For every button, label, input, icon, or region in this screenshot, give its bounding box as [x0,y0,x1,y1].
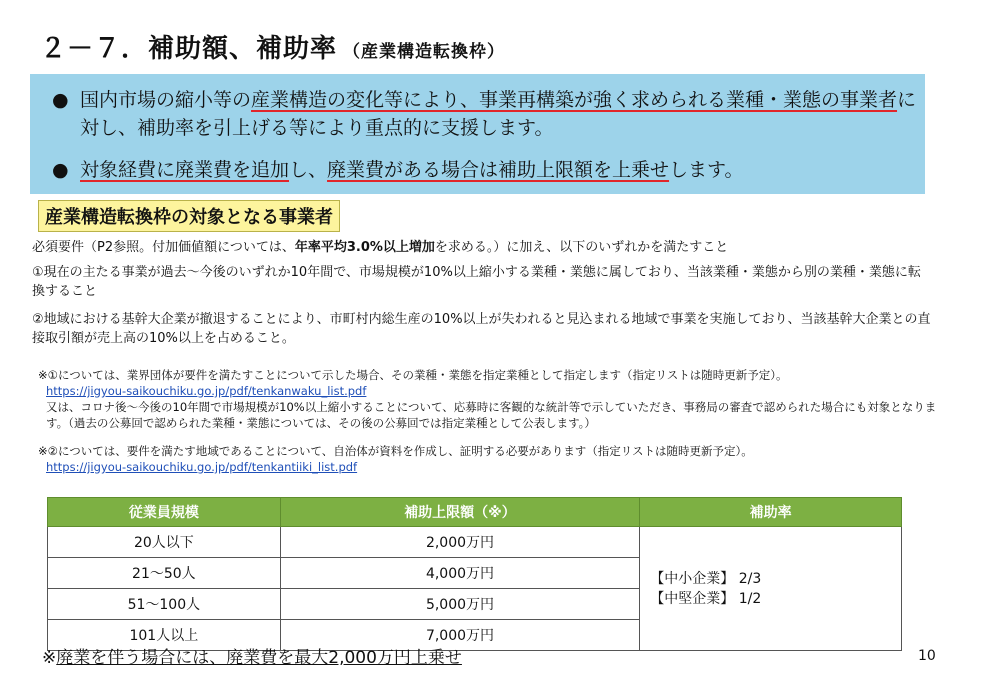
table-row [48,527,902,558]
cell-limit: 7,000万円 [280,620,640,651]
table-header-row [48,498,902,527]
cell-limit: 4,000万円 [280,558,640,589]
requirement-item-2: ②地域における基幹大企業が撤退することにより、市町村内総生産の10%以上が失われると見込まれる地域で事業を実施しており、当該基幹大企業との直接取引額が売上高の10%以上を占めること。 [32,312,931,346]
header-subsidy-rate: 補助率 [640,498,902,527]
cell-size: 20人以下 [48,527,281,558]
bold-requirement: 年率平均3.0%以上増加 [294,240,435,255]
underlined-text: 対象経費に廃業費を追加 [80,159,290,181]
title-main: ２－７．補助額、補助率 [40,34,338,64]
section-heading: 産業構造転換枠の対象となる事業者 [38,200,340,232]
note-2: ※②については、要件を満たす地域であることについて、自治体が資料を作成し、証明する必要があります（指定リストは随時更新予定）。 https://jigyou-saikouchiku.go.jp/pdf/tenkantiiki_list.pdf [38,443,943,475]
cell-size: 101人以上 [48,620,281,651]
title-sub: （産業構造転換枠） [343,42,506,62]
page-number: 10 [918,648,936,664]
cell-size: 51～100人 [48,589,281,620]
cell-size: 21～50人 [48,558,281,589]
cell-rate: 【中小企業】 2/3 【中堅企業】 1/2 [640,527,902,651]
header-subsidy-limit: 補助上限額（※） [280,498,640,527]
designated-region-link[interactable]: https://jigyou-saikouchiku.go.jp/pdf/tenkantiiki_list.pdf [46,460,358,474]
cell-limit: 5,000万円 [280,589,640,620]
cell-limit: 2,000万円 [280,527,640,558]
requirements-intro: 必須要件（P2参照。付加価値額については、年率平均3.0%以上増加を求める。）に加え、以下のいずれかを満たすこと [32,240,729,255]
designated-industry-link[interactable]: https://jigyou-saikouchiku.go.jp/pdf/tenkanwaku_list.pdf [46,384,367,398]
bullet-dot-icon: ● [52,89,69,111]
underlined-text: 廃業費がある場合は補助上限額を上乗せ [327,159,670,181]
underlined-text: 産業構造の変化等により、事業再構築が強く求められる業種・業態の事業者 [251,89,898,111]
footnote: ※廃業を伴う場合には、廃業費を最大2,000万円上乗せ [42,648,462,668]
page-title [40,28,505,65]
requirement-item-1: ①現在の主たる事業が過去～今後のいずれか10年間で、市場規模が10%以上縮小する業種・業態に属しており、当該業種・業態から別の業種・業態に転換すること [32,265,921,299]
note-1: ※①については、業界団体が要件を満たすことについて示した場合、その業種・業態を指定業種として指定します（指定リストは随時更新予定）。 https://jigyou-saikouchiku.go.jp/pdf/tenkanwaku_list.pdf 又は、コロナ後～今後の10年間で市場規模が10%以上縮小することについて、応募時に客観的な統計等で示していただき、事務局の審査で認められた場合にも対象となります。（過去の公募回で認められた業種・業態については、その後の公募回では指定業種として公表します。） [38,367,943,431]
bullet-dot-icon: ● [52,159,69,181]
summary-box: ● 国内市場の縮小等の産業構造の変化等により、事業再構築が強く求められる業種・業態の事業者に対し、補助率を引上げる等により重点的に支援します。 ● 対象経費に廃業費を追加し、廃業費がある場合は補助上限額を上乗せします。 [30,74,925,194]
header-employee-size: 従業員規模 [48,498,281,527]
subsidy-table [47,497,902,651]
